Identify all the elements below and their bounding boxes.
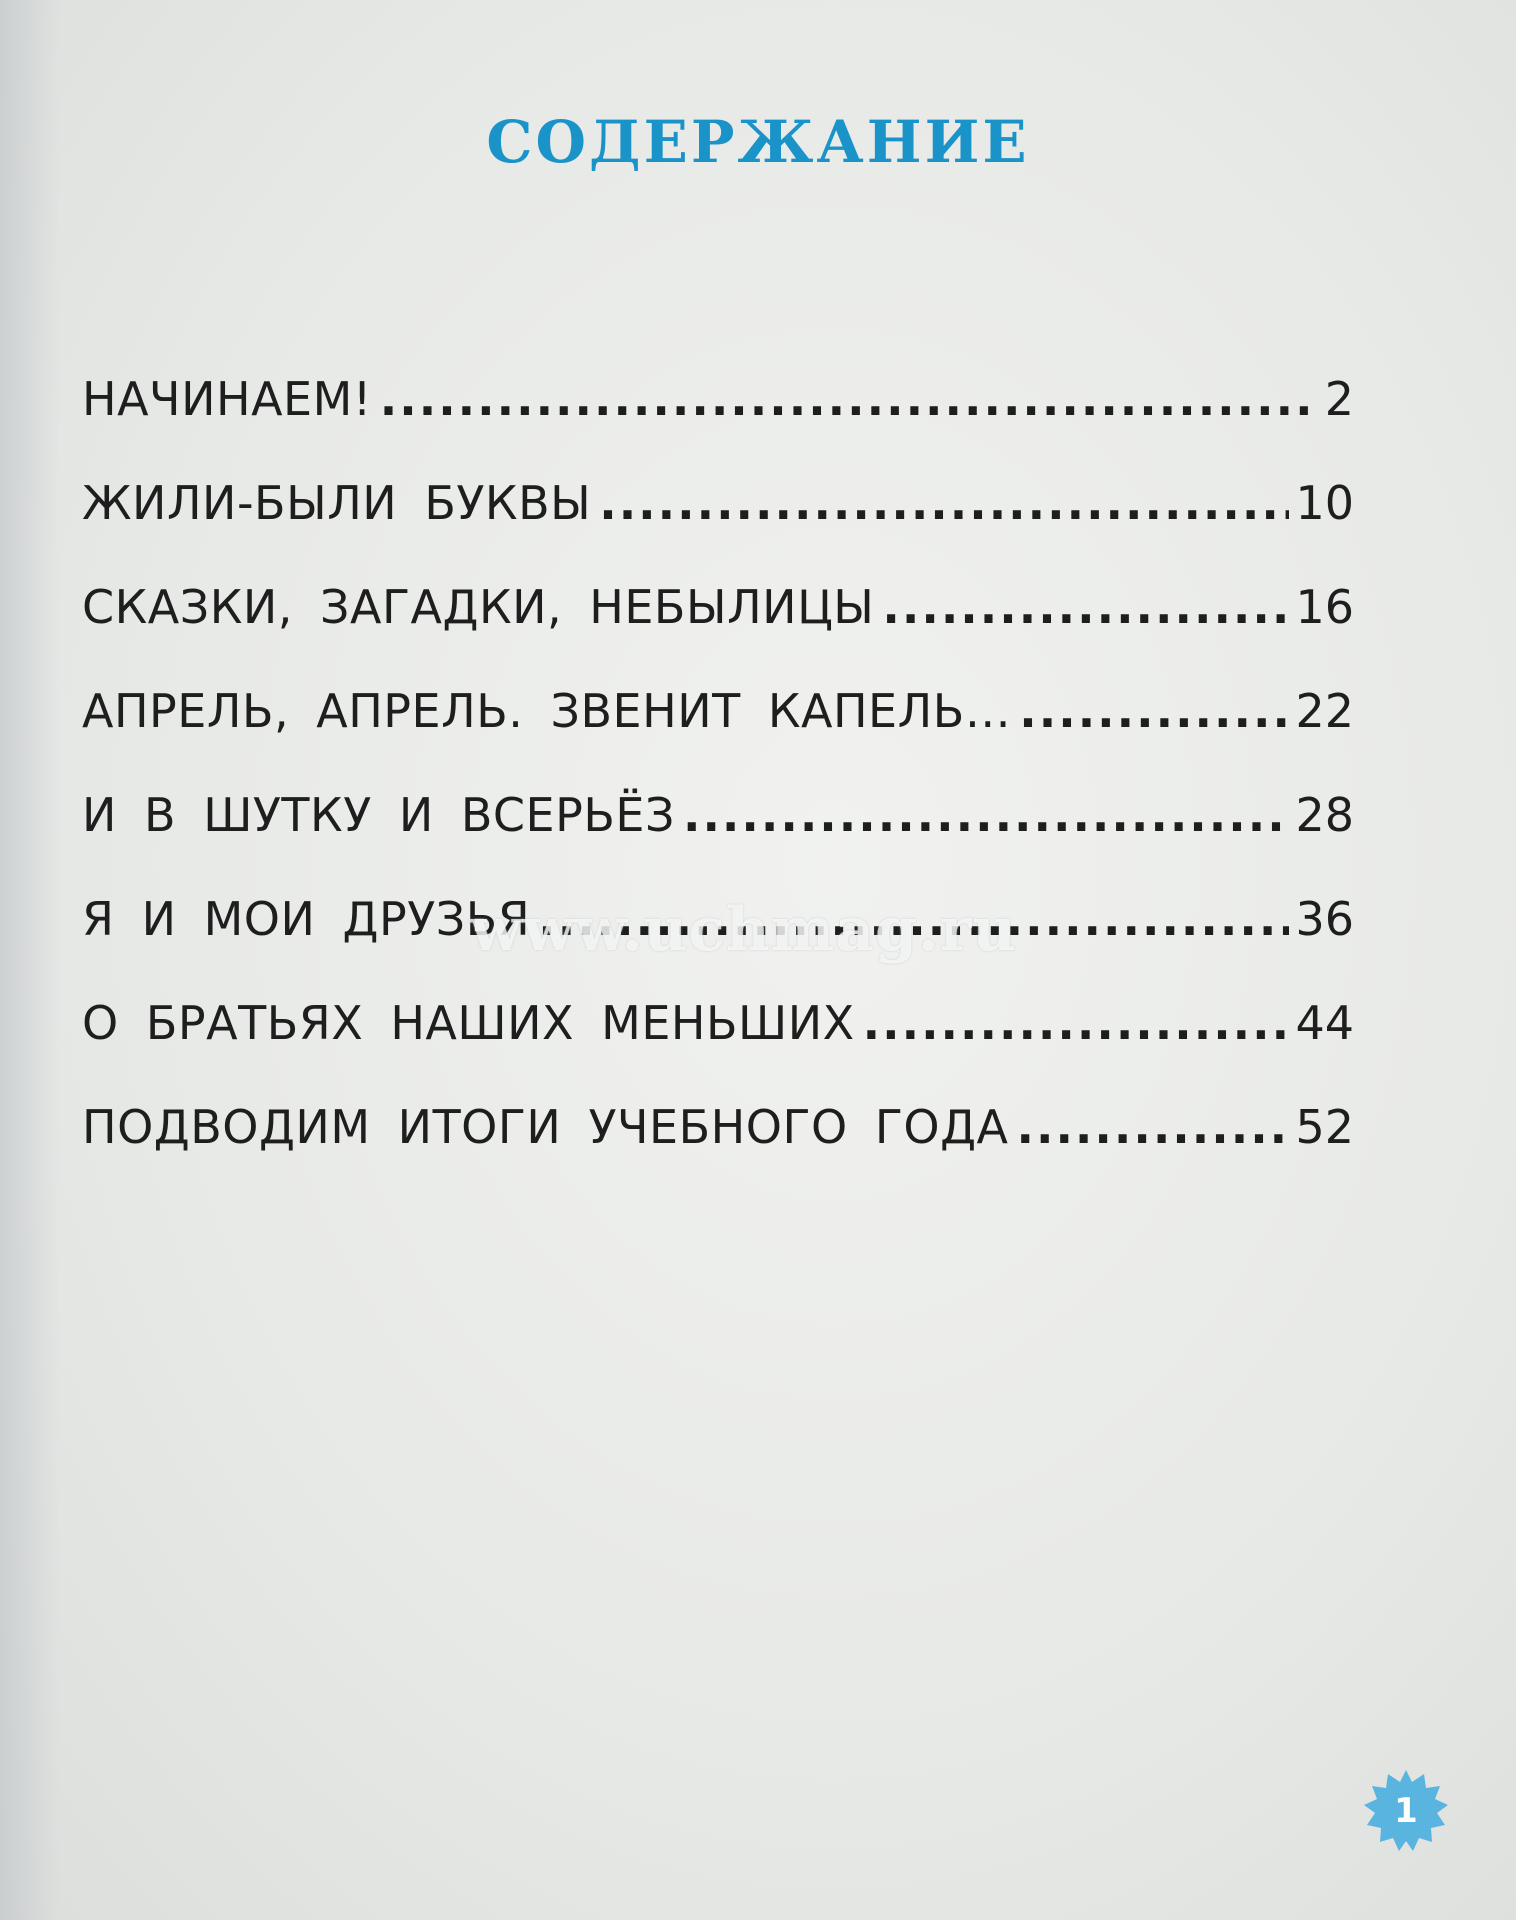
table-of-contents xyxy=(82,372,1354,1204)
toc-entry-page: 10 xyxy=(1295,476,1354,530)
toc-leader-dots xyxy=(380,372,1319,426)
toc-entry xyxy=(82,684,1354,788)
toc-entry xyxy=(82,996,1354,1100)
page-binding-shadow xyxy=(0,0,60,1920)
watermark-text: www.uchmag.ru xyxy=(470,895,1018,965)
toc-entry-page: 36 xyxy=(1295,892,1354,946)
toc-entry-label: И В ШУТКУ И ВСЕРЬЁЗ xyxy=(82,788,675,842)
page-title: СОДЕРЖАНИЕ xyxy=(486,108,1030,176)
toc-leader-dots xyxy=(1017,1100,1290,1154)
toc-entry xyxy=(82,476,1354,580)
page-number: 1 xyxy=(1394,1791,1418,1831)
toc-leader-dots xyxy=(863,996,1290,1050)
toc-entry-label: Я И МОИ ДРУЗЬЯ xyxy=(82,892,531,946)
toc-entry xyxy=(82,1100,1354,1204)
toc-entry xyxy=(82,788,1354,892)
toc-entry-page: 44 xyxy=(1295,996,1354,1050)
toc-entry-label: СКАЗКИ, ЗАГАДКИ, НЕБЫЛИЦЫ xyxy=(82,580,875,634)
toc-leader-dots xyxy=(683,788,1289,842)
toc-entry-page: 16 xyxy=(1295,580,1354,634)
toc-entry-label: АПРЕЛЬ, АПРЕЛЬ. ЗВЕНИТ КАПЕЛЬ… xyxy=(82,684,1012,738)
toc-entry-label: ЖИЛИ-БЫЛИ БУКВЫ xyxy=(82,476,592,530)
toc-entry-page: 2 xyxy=(1324,372,1354,426)
toc-entry-label: О БРАТЬЯХ НАШИХ МЕНЬШИХ xyxy=(82,996,855,1050)
toc-leader-dots xyxy=(599,476,1289,530)
toc-leader-dots xyxy=(882,580,1289,634)
toc-entry-page: 52 xyxy=(1295,1100,1354,1154)
toc-entry xyxy=(82,372,1354,476)
toc-leader-dots xyxy=(1019,684,1289,738)
toc-entry-label: ПОДВОДИМ ИТОГИ УЧЕБНОГО ГОДА xyxy=(82,1100,1009,1154)
toc-entry-page: 22 xyxy=(1295,684,1354,738)
toc-entry-label: НАЧИНАЕМ! xyxy=(82,372,372,426)
toc-entry-page: 28 xyxy=(1295,788,1354,842)
toc-entry xyxy=(82,580,1354,684)
